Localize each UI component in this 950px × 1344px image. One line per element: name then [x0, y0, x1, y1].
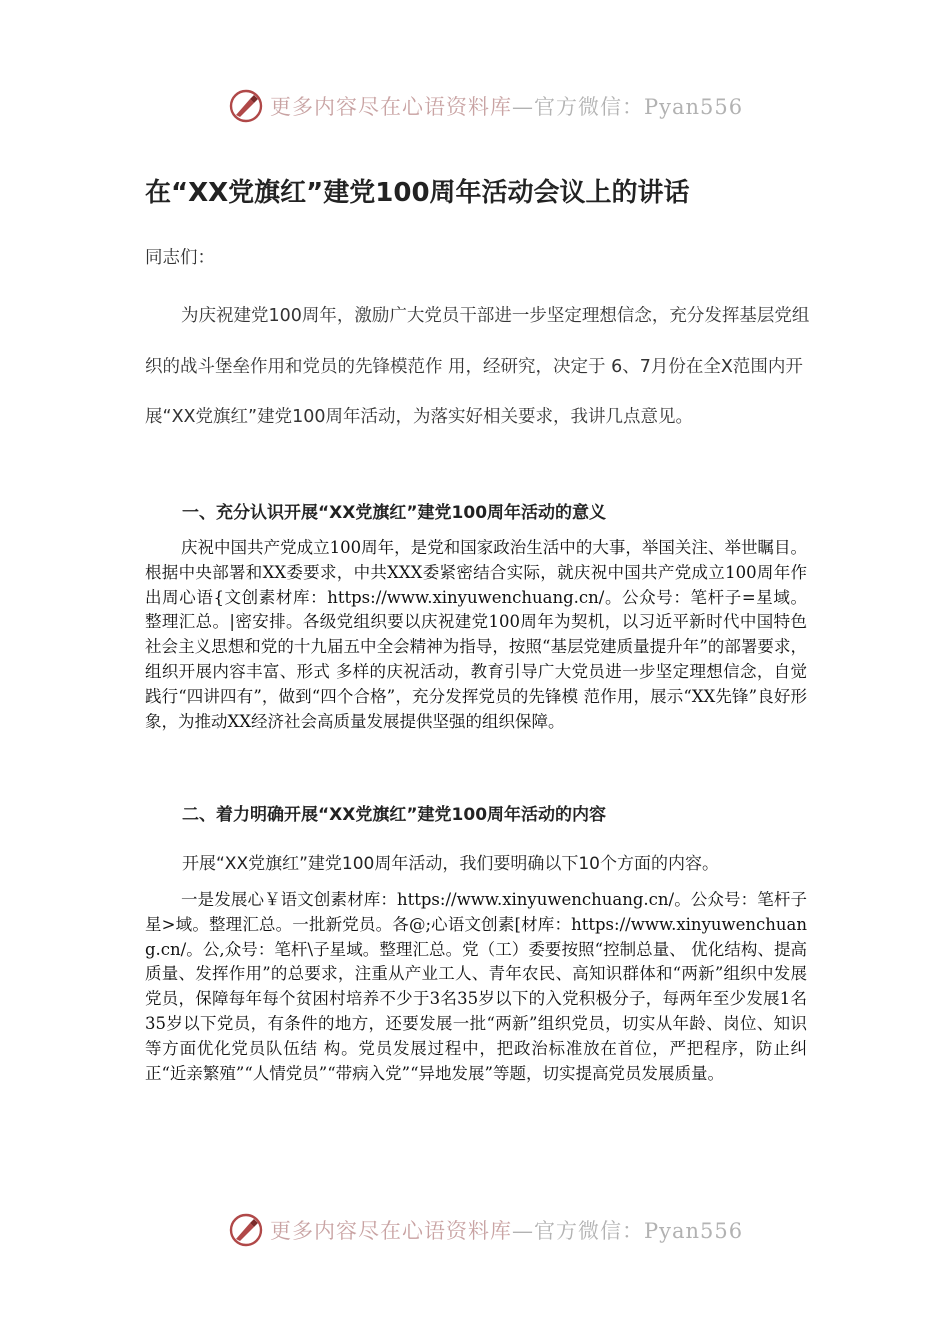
watermark-text: 更多内容尽在心语资料库—官方微信：Pyan556 — [270, 95, 744, 119]
section-heading-2: 二、着力明确开展“XX党旗红”建党100周年活动的内容 — [182, 805, 607, 825]
intro-paragraph: 为庆祝建党100周年，激励广大党员干部进一步坚定理想信念，充分发挥基层党组织的战斗堡垒作用和党员的先锋模范作 用，经研究，决定于 6、7月份在全X范围内开展“XX党旗红”建党100周年活动，为落实好相关要求，我讲几点意见。 — [145, 306, 810, 427]
document-title: 在“XX党旗红”建党100周年活动会议上的讲话 — [145, 178, 690, 208]
section-2-lead: 开展“XX党旗红”建党100周年活动，我们要明确以下10个方面的内容。 — [182, 854, 719, 874]
pen-nib-icon — [228, 88, 264, 124]
section-heading-1: 一、充分认识开展“XX党旗红”建党100周年活动的意义 — [182, 503, 607, 523]
section-1-paragraph: 庆祝中国共产党成立100周年，是党和国家政治生活中的大事，举国关注、举世瞩目。根据中央部署和XX委要求，中共XXX委紧密结合实际，就庆祝中国共产党成立100周年作出周心语{文创素材库：https://www.xinyuwenchuang.cn/。公众号：笔杆子=星域。整理汇总。|密安排。各级党组织要以庆祝建党100周年为契机，以习近平新时代中国特色社会主义思想和党的十九届五中全会精神为指导，按照“基层党建质量提升年”的部署要求，组织开展内容丰富、形式 多样的庆祝活动，教育引导广大党员进一步坚定理想信念，自觉践行“四讲四有”，做到“四个合格”，充分发挥党员的先锋模 范作用，展示“XX先锋”良好形象，为推动XX经济社会高质量发展提供坚强的组织保障。 — [145, 538, 807, 731]
watermark-text: 更多内容尽在心语资料库—官方微信：Pyan556 — [270, 1219, 744, 1243]
section-2-paragraph: 一是发展心￥语文创素材库：https://www.xinyuwenchuang.cn/。公众号：笔杆子星>域。整理汇总。一批新党员。各@;心语文创素[材库：https://www.xinyuwenchuang.cn/。公,众号：笔杆\子星域。整理汇总。党（工）委要按照“控制总量、 优化结构、提高质量、发挥作用”的总要求，注重从产业工人、青年农民、高知识群体和“两新”组织中发展党员，保障每年每个贫困村培养不少于3名35岁以下的入党积极分子，每两年至少发展1名35岁以下党员，有条件的地方，还要发展一批“两新”组织党员，切实从年龄、岗位、知识等方面优化党员队伍结 构。党员发展过程中，把政治标准放在首位，严把程序，防止纠正“近亲繁殖”“人情党员”“带病入党”“异地发展”等题，切实提高党员发展质量。 — [145, 890, 807, 1083]
watermark-header — [228, 86, 743, 126]
pen-nib-icon — [228, 1212, 264, 1248]
greeting: 同志们： — [145, 248, 215, 268]
watermark-footer — [228, 1210, 743, 1250]
